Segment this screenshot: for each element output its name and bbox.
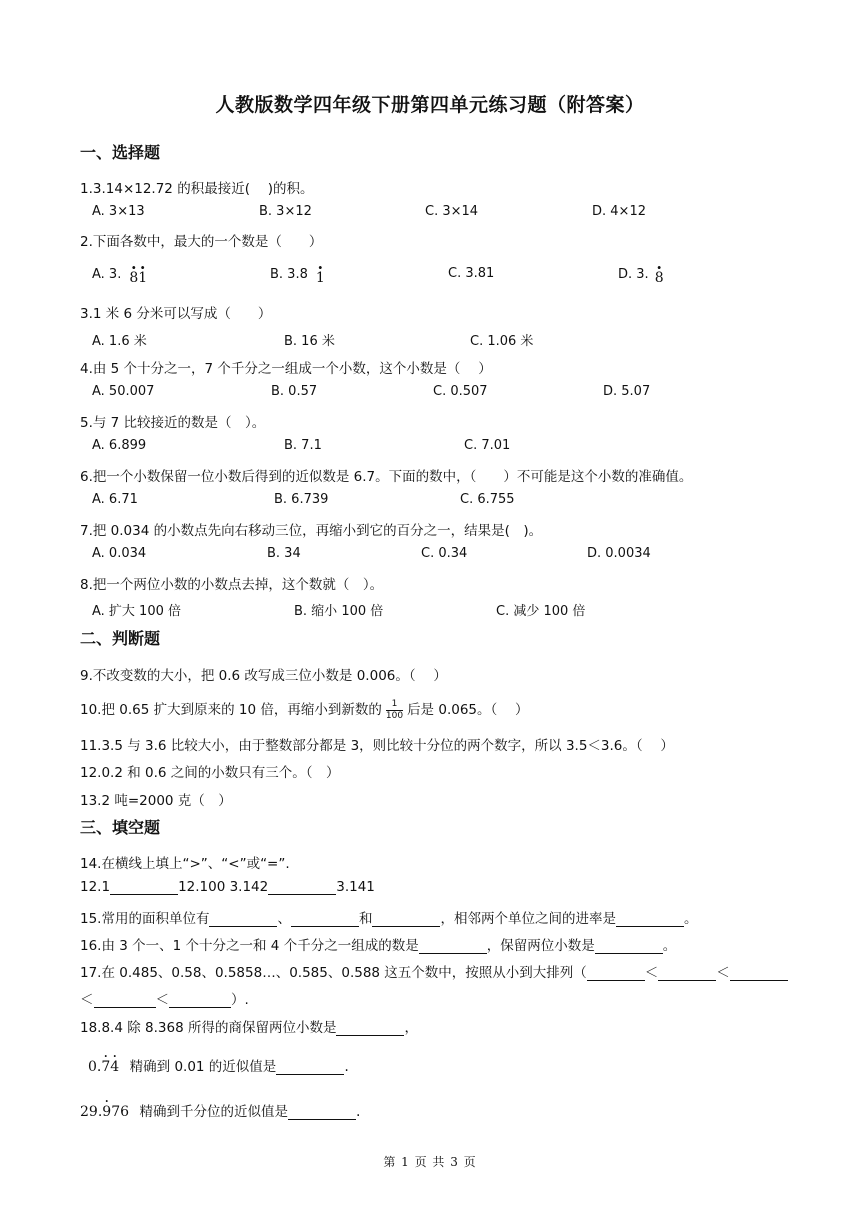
answer-blank[interactable]: [658, 967, 716, 981]
option-a: A. 3×13: [92, 204, 145, 219]
question-17: 17.在 0.485、0.58、0.5858…、0.585、0.588 这五个数中，按照从小到大排列（ ＜ ＜: [80, 961, 788, 981]
question-2-options: [92, 266, 792, 286]
question-16: 16.由 3 个一、1 个十分之一和 4 个千分之一组成的数是 ，保留两位小数是 。: [80, 938, 677, 954]
answer-blank[interactable]: [336, 1022, 404, 1036]
question-6: 6.把一个小数保留一位小数后得到的近似数是 6.7。下面的数中，（ ）不可能是这个小数的准确值。: [80, 469, 693, 485]
question-18-part-2: 29.· 976 精确到千分位的近似值是 .: [80, 1100, 360, 1120]
option-a: A. 6.71: [92, 492, 138, 507]
question-12: 12.0.2 和 0.6 之间的小数只有三个。（ ）: [80, 765, 340, 781]
option-d: D. 0.0034: [587, 546, 651, 561]
option-c: C. 6.755: [460, 492, 515, 507]
section-heading-fill: 三、填空题: [80, 818, 161, 837]
question-14: 14.在横线上填上“>”、“<”或“=”.: [80, 856, 290, 872]
option-b: B. 7.1: [284, 438, 322, 453]
answer-blank[interactable]: [268, 881, 336, 895]
option-b: B. 34: [267, 546, 301, 561]
section-heading-judge: 二、判断题: [80, 629, 161, 648]
option-b: B. 0.57: [271, 384, 318, 399]
question-13: 13.2 吨=2000 克（ ）: [80, 793, 232, 809]
question-4-options: [92, 384, 792, 404]
question-14-items: 12.1 12.100 3.142 3.141: [80, 879, 375, 895]
question-18-part-1: 0.· 7· 4 精确到 0.01 的近似值是 .: [88, 1055, 349, 1075]
option-a: A. 50.007: [92, 384, 155, 399]
question-7: 7.把 0.034 的小数点先向右移动三位，再缩小到它的百分之一，结果是( )。: [80, 523, 543, 539]
option-b: B. 16 米: [284, 334, 335, 349]
question-18: 18.8.4 除 8.368 所得的商保留两位小数是 ，: [80, 1020, 418, 1036]
page-footer: 第 1 页 共 3 页: [383, 1155, 477, 1169]
question-6-options: [92, 492, 792, 512]
answer-blank[interactable]: [372, 913, 440, 927]
question-8-options: [92, 600, 792, 620]
section-heading-choice: 一、选择题: [80, 143, 161, 162]
answer-blank[interactable]: [94, 994, 156, 1008]
answer-blank[interactable]: [276, 1061, 344, 1075]
question-1-options: [92, 204, 792, 224]
question-10: 10.把 0.65 扩大到原来的 10 倍，再缩小到新数的 $\frac{1}{100}$ 后是 0.065。（ ）: [80, 698, 529, 721]
answer-blank[interactable]: [587, 967, 645, 981]
option-d: D. 5.07: [603, 384, 651, 399]
answer-blank[interactable]: [110, 881, 178, 895]
option-b: B. 3.8· 1: [270, 266, 325, 282]
answer-blank[interactable]: [730, 967, 788, 981]
question-11: 11.3.5 与 3.6 比较大小，由于整数部分都是 3，则比较十分位的两个数字，所以 3.5＜3.6。（ ）: [80, 738, 674, 754]
answer-blank[interactable]: [419, 940, 487, 954]
question-5: 5.与 7 比较接近的数是（ ）。: [80, 415, 266, 431]
question-9: 9.不改变数的大小，把 0.6 改写成三位小数是 0.006。（ ）: [80, 668, 447, 684]
fraction: $\frac{1}{100}$: [385, 698, 404, 721]
question-3-options: [92, 330, 792, 350]
question-3: 3.1 米 6 分米可以写成（ ）: [80, 306, 272, 322]
question-4: 4.由 5 个十分之一，7 个千分之一组成一个小数，这个小数是（ ）: [80, 361, 492, 377]
option-c: C. 3.81: [448, 266, 495, 281]
option-c: C. 0.34: [421, 546, 468, 561]
answer-blank[interactable]: [616, 913, 684, 927]
question-7-options: [92, 546, 792, 566]
question-8: 8.把一个两位小数的小数点去掉，这个数就（ ）。: [80, 577, 384, 593]
option-c: C. 7.01: [464, 438, 511, 453]
question-1: 1.3.14×12.72 的积最接近( )的积。: [80, 181, 314, 197]
option-d: D. 3.· 8: [618, 266, 664, 282]
question-17-continued: ＜ ＜ ）.: [80, 992, 249, 1008]
answer-blank[interactable]: [169, 994, 231, 1008]
option-d: D. 4×12: [592, 204, 646, 219]
option-c: C. 减少 100 倍: [496, 604, 586, 619]
option-a: A. 0.034: [92, 546, 147, 561]
answer-blank[interactable]: [595, 940, 663, 954]
option-a: A. 1.6 米: [92, 334, 147, 349]
option-a: A. 3.· 8· 1: [92, 266, 147, 282]
option-b: B. 6.739: [274, 492, 329, 507]
answer-blank[interactable]: [288, 1106, 356, 1120]
answer-blank[interactable]: [209, 913, 277, 927]
option-a: A. 扩大 100 倍: [92, 604, 182, 619]
option-b: B. 3×12: [259, 204, 312, 219]
question-5-options: [92, 438, 792, 458]
answer-blank[interactable]: [291, 913, 359, 927]
option-a: A. 6.899: [92, 438, 147, 453]
question-2: 2.下面各数中，最大的一个数是（ ）: [80, 234, 323, 250]
option-b: B. 缩小 100 倍: [294, 604, 384, 619]
page-title: 人教版数学四年级下册第四单元练习题（附答案）: [215, 94, 645, 116]
option-c: C. 0.507: [433, 384, 488, 399]
option-c: C. 3×14: [425, 204, 479, 219]
option-c: C. 1.06 米: [470, 334, 534, 349]
question-15: 15.常用的面积单位有 、 和 ，相邻两个单位之间的进率是 。: [80, 911, 698, 927]
